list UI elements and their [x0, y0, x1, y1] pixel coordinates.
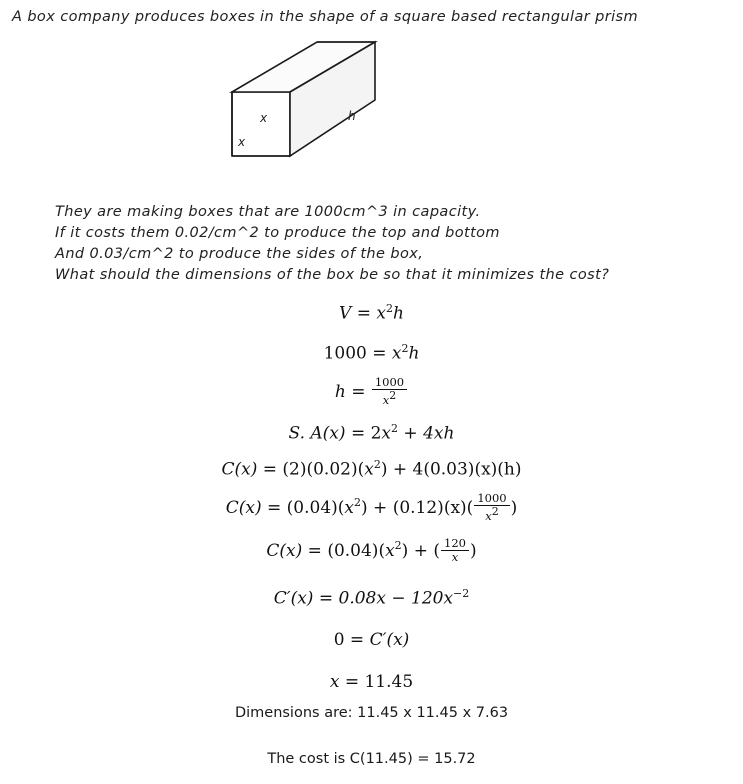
equation-cost-simplified: $C(x) = (0.04)(x^2)$ + ( $\frac{120}{x}$ ) — [266, 535, 477, 564]
equation-surface-area: S. $A(x) = 2x^2 + 4xh$ — [288, 421, 455, 444]
problem-line-4: What should the dimensions of the box be so that it minimizes the cost? — [55, 267, 610, 283]
fraction-1000-over-x2-b: $\frac{1000}{x^2}$ — [474, 492, 509, 523]
label-height-h: h — [348, 109, 356, 123]
answer-cost: The cost is C(11.45) = 15.72 — [267, 751, 476, 767]
label-width-x: x — [238, 135, 246, 149]
answer-block — [0, 705, 743, 767]
problem-line-3: And 0.03/cm^2 to produce the sides of the box, — [55, 246, 424, 262]
equation-cost-substituted: $C(x) = (0.04)(x^2) + (0.12)(x)$( $\frac{1000}{x^2}$ ) — [225, 491, 518, 523]
equation-x-value: x = 11.45 — [329, 672, 414, 693]
equation-volume-1000: $1000 = x^2h$ — [323, 341, 420, 364]
answer-dimensions: Dimensions are: 11.45 x 11.45 x 7.63 — [234, 705, 509, 721]
equation-derivative: $C'(x) = 0.08x - 120x^{-2}$ — [273, 586, 470, 609]
equation-solve-h: h = $\frac{1000}{x^2}$ — [0, 377, 743, 408]
problem-line-1: They are making boxes that are 1000cm^3 in capacity. — [55, 204, 481, 220]
equation-volume: $V = x^2h$ — [339, 302, 404, 324]
label-depth-x: x — [260, 111, 268, 125]
problem-line-2: If it costs them 0.02/cm^2 to produce the top and bottom — [55, 225, 500, 241]
fraction-1000-over-x2: $\frac{1000}{x^2}$ — [372, 376, 407, 407]
fraction-120-over-x: $\frac{120}{x}$ — [441, 537, 469, 564]
worked-solution — [0, 302, 743, 692]
problem-statement — [55, 202, 735, 286]
equation-set-zero: 0 = C′(x) — [333, 630, 410, 651]
box-diagram — [180, 34, 480, 194]
equation-cost-setup: $C(x) = (2)(0.02)(x^2) + 4(0.03)(x)(h)$ — [221, 457, 522, 480]
prism-svg — [180, 34, 480, 194]
page-title: A box company produces boxes in the shape of a square based rectangular prism — [12, 9, 639, 25]
